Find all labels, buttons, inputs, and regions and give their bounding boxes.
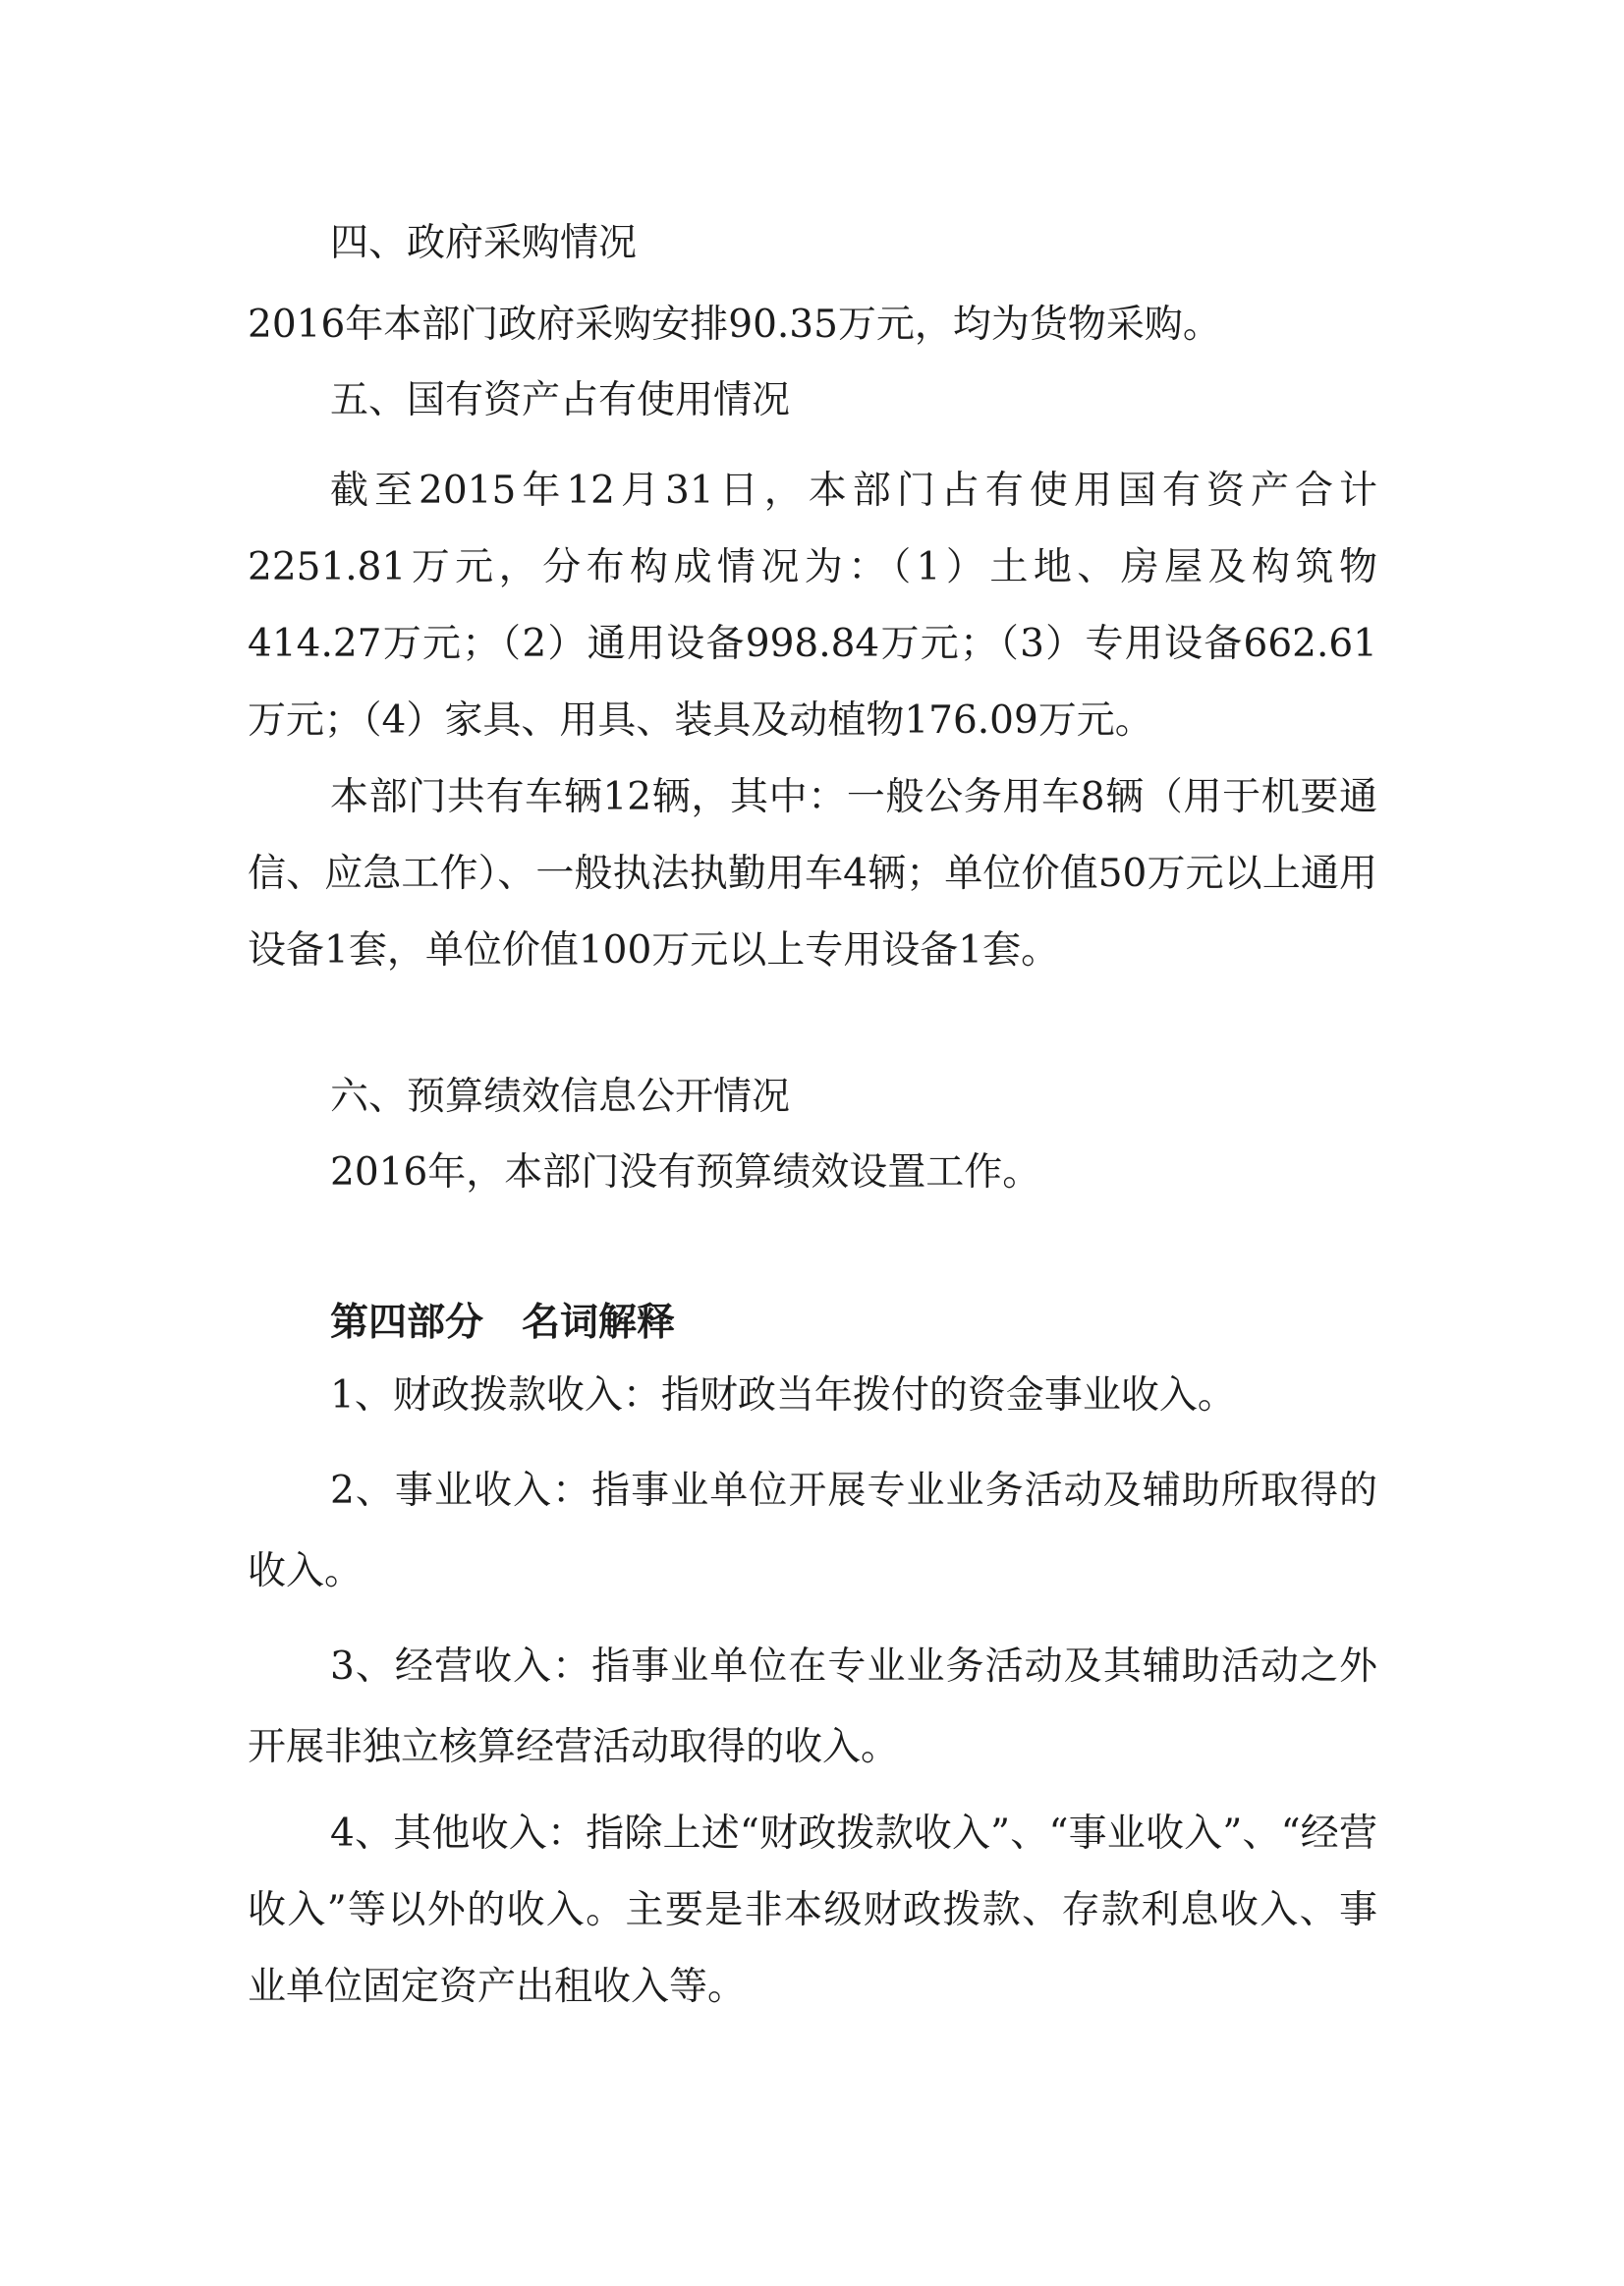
glossary-item: 2、事业收入：指事业单位开展专业业务活动及辅助所取得的收入。 [248,1469,1377,1593]
glossary-item: 3、经营收入：指事业单位在专业业务活动及其辅助活动之外开展非独立核算经营活动取得的收入。 [248,1645,1377,1769]
vehicles-equipment-paragraph: 本部门共有车辆12辆，其中：一般公务用车8辆（用于机要通信、应急工作）、一般执法执勤用车4辆；单位价值50万元以上通用设备1套，单位价值100万元以上专用设备1套。 [248,775,1377,973]
part-four-title: 第四部分 名词解释 [330,1301,676,1345]
section-heading-state-assets: 五、国有资产占有使用情况 [330,378,791,422]
section-heading-performance-info: 六、预算绩效信息公开情况 [330,1075,791,1119]
glossary-item: 4、其他收入：指除上述“财政拨款收入”、“事业收入”、“经营收入”等以外的收入。主要是非本级财政拨款、存款利息收入、事业单位固定资产出租收入等。 [248,1812,1377,2009]
state-assets-paragraph: 截至2015年12月31日，本部门占有使用国有资产合计2251.81万元，分布构成情况为：（1）土地、房屋及构筑物414.27万元；（2）通用设备998.84万元；（3）专用设备662.61万元；（4）家具、用具、装具及动植物176.09万元。 [248,469,1377,743]
section-heading-government-procurement: 四、政府采购情况 [330,221,638,265]
performance-paragraph: 2016年，本部门没有预算绩效设置工作。 [330,1150,1041,1195]
procurement-paragraph: 2016年本部门政府采购安排90.35万元，均为货物采购。 [248,303,1221,347]
glossary-item: 1、财政拨款收入：指财政当年拨付的资金事业收入。 [330,1373,1236,1418]
